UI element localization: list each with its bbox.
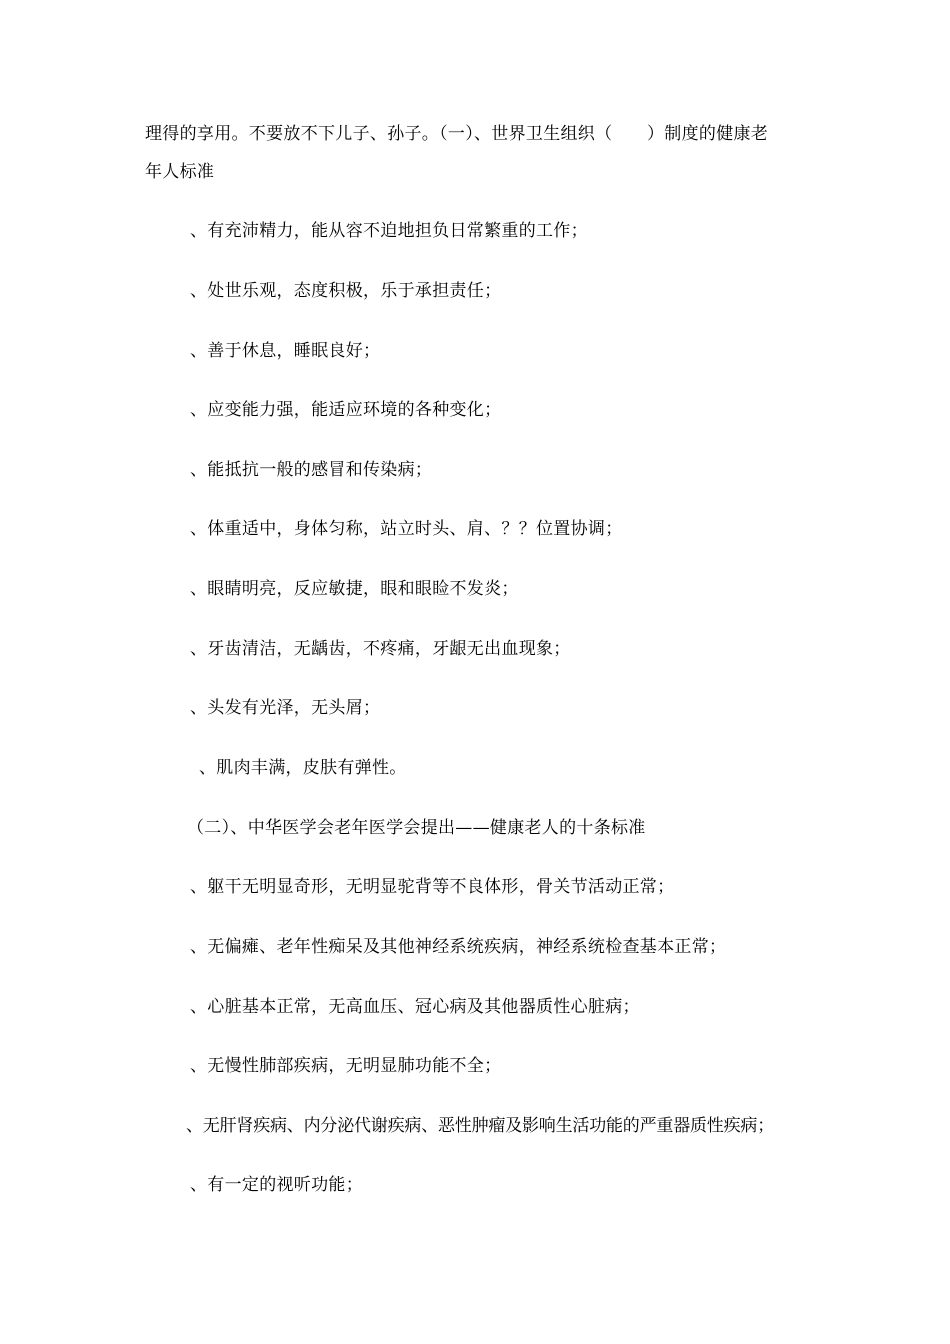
- cma-standard-item: 、有一定的视听功能；: [190, 1175, 363, 1195]
- cma-standard-item: 、无偏瘫、老年性痴呆及其他神经系统疾病，神经系统检查基本正常；: [190, 937, 727, 957]
- who-standard-item: 、牙齿清洁，无龋齿，不疼痛，牙龈无出血现象；: [190, 639, 571, 659]
- who-standard-item: 、肌肉丰满，皮肤有弹性。: [199, 758, 407, 778]
- who-standard-item: 、处世乐观，态度积极，乐于承担责任；: [190, 281, 502, 301]
- who-standard-item: 、体重适中，身体匀称，站立时头、肩、？？位置协调；: [190, 519, 623, 539]
- who-standard-item: 、眼睛明亮，反应敏捷，眼和眼睑不发炎；: [190, 579, 519, 599]
- who-standard-item: 、善于休息，睡眠良好；: [190, 341, 381, 361]
- who-standard-item: 、有充沛精力，能从容不迫地担负日常繁重的工作；: [190, 221, 588, 241]
- cma-standard-item: 、无肝肾疾病、内分泌代谢疾病、恶性肿瘤及影响生活功能的严重器质性疾病；: [186, 1116, 774, 1136]
- who-standard-item: 、能抵抗一般的感冒和传染病；: [190, 460, 433, 480]
- intro-line: 年人标准: [145, 162, 215, 182]
- intro-line: 理得的享用。不要放不下儿子、孙子。（一）、世界卫生组织（ ）制度的健康老: [145, 124, 769, 144]
- section-heading: （二）、中华医学会老年医学会提出——健康老人的十条标准: [187, 818, 646, 838]
- who-standard-item: 、应变能力强，能适应环境的各种变化；: [190, 400, 502, 420]
- cma-standard-item: 、躯干无明显奇形，无明显驼背等不良体形，骨关节活动正常；: [190, 877, 675, 897]
- cma-standard-item: 、心脏基本正常，无高血压、冠心病及其他器质性心脏病；: [190, 997, 640, 1017]
- who-standard-item: 、头发有光泽，无头屑；: [190, 698, 381, 718]
- cma-standard-item: 、无慢性肺部疾病，无明显肺功能不全；: [190, 1056, 502, 1076]
